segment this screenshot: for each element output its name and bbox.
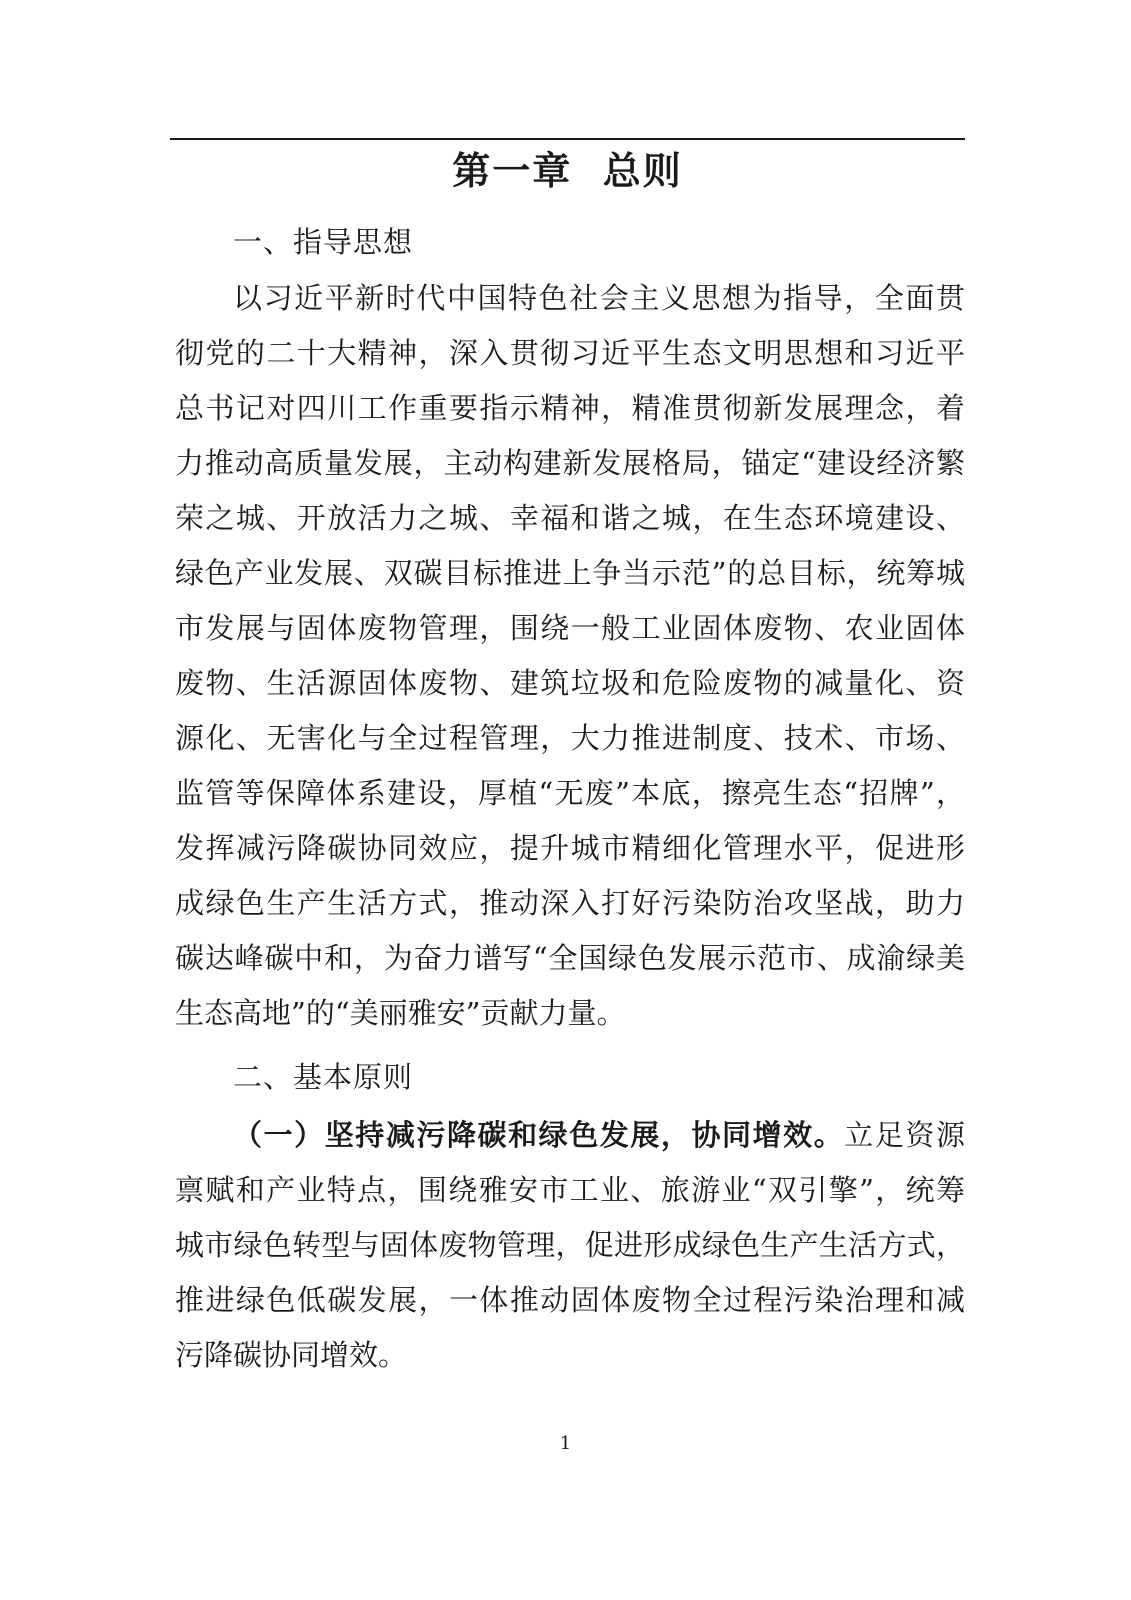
principle-text: 立足资源 <box>844 1118 965 1152</box>
paragraph-line: 禀赋和产业特点，围绕雅安市工业、旅游业“双引擎”，统筹 <box>175 1173 965 1207</box>
paragraph-line: 污降碳协同增效。 <box>175 1338 408 1372</box>
paragraph-line: 城市绿色转型与固体废物管理，促进形成绿色生产生活方式， <box>175 1228 965 1262</box>
section-heading-basic-principles: 二、基本原则 <box>233 1060 414 1094</box>
paragraph-line: 成绿色生产生活方式，推动深入打好污染防治攻坚战，助力 <box>175 886 965 920</box>
paragraph-line: 彻党的二十大精神，深入贯彻习近平生态文明思想和习近平 <box>175 336 965 370</box>
paragraph-line: 力推动高质量发展，主动构建新发展格局，锚定“建设经济繁 <box>175 446 965 480</box>
paragraph-line <box>233 1115 965 1155</box>
paragraph-line: 废物、生活源固体废物、建筑垃圾和危险废物的减量化、资 <box>175 666 965 700</box>
paragraph-line: 市发展与固体废物管理，围绕一般工业固体废物、农业固体 <box>175 611 965 645</box>
chapter-title: 第一章 总则 <box>452 149 683 193</box>
paragraph-line: 监管等保障体系建设，厚植“无废”本底，擦亮生态“招牌”， <box>175 776 965 810</box>
paragraph-line: 碳达峰碳中和，为奋力谱写“全国绿色发展示范市、成渝绿美 <box>175 941 965 975</box>
paragraph-line: 以习近平新时代中国特色社会主义思想为指导，全面贯 <box>233 281 965 315</box>
paragraph-line: 生态高地”的“美丽雅安”贡献力量。 <box>175 996 626 1030</box>
header-rule <box>170 138 965 140</box>
paragraph-line: 总书记对四川工作重要指示精神，精准贯彻新发展理念，着 <box>175 391 965 425</box>
paragraph-line: 发挥减污降碳协同效应，提升城市精细化管理水平，促进形 <box>175 831 965 865</box>
page-number: 1 <box>559 1433 572 1454</box>
paragraph-line: 绿色产业发展、双碳目标推进上争当示范”的总目标，统筹城 <box>175 556 965 590</box>
section-heading-guiding-ideology: 一、指导思想 <box>233 225 414 259</box>
paragraph-line: 推进绿色低碳发展，一体推动固体废物全过程污染治理和减 <box>175 1283 965 1317</box>
principle-title: （一）坚持减污降碳和绿色发展，协同增效。 <box>233 1118 845 1152</box>
paragraph-line: 荣之城、开放活力之城、幸福和谐之城，在生态环境建设、 <box>175 501 965 535</box>
paragraph-line: 源化、无害化与全过程管理，大力推进制度、技术、市场、 <box>175 721 965 755</box>
